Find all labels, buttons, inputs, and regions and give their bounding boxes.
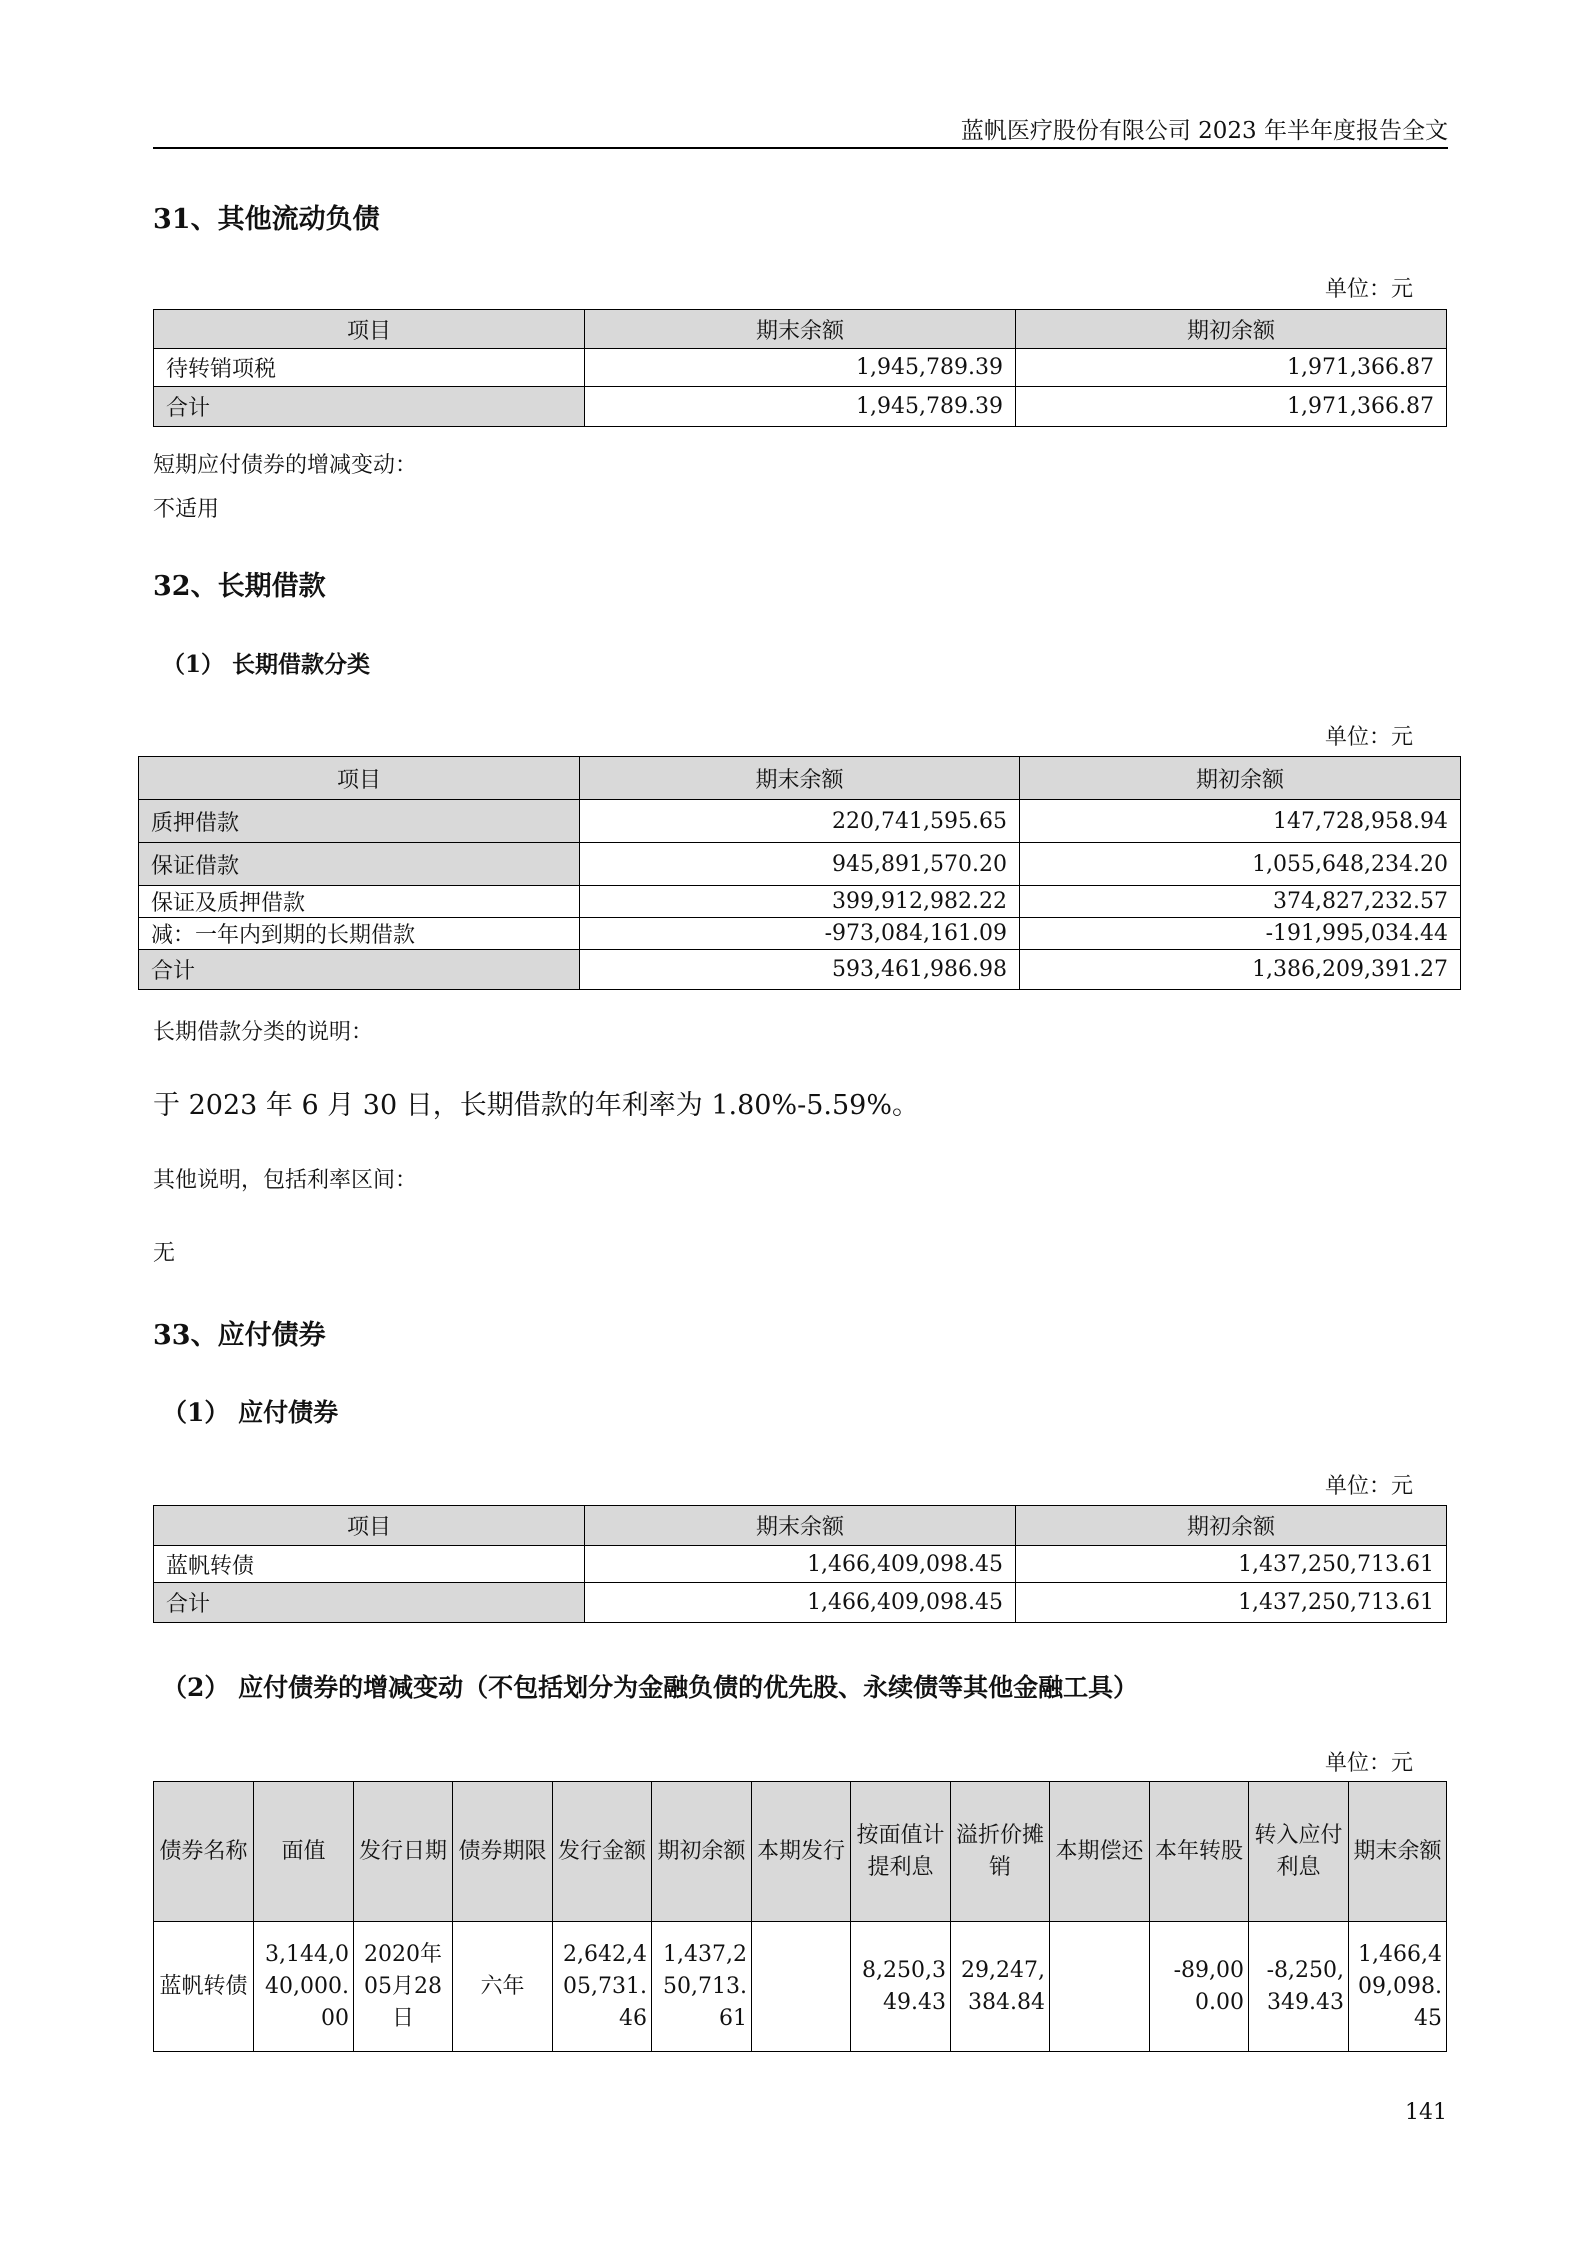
table-row: 减：一年内到期的长期借款 -973,084,161.09 -191,995,034.44: [139, 918, 1461, 950]
unit-label: 单位：元: [1325, 1751, 1414, 1776]
section-31-title: 31、其他流动负债: [153, 204, 380, 235]
column-header: 期末余额: [585, 1506, 1016, 1546]
loan-classification-desc-label: 长期借款分类的说明：: [153, 1020, 374, 1045]
section-33-subtitle-2: （2） 应付债券的增减变动（不包括划分为金融负债的优先股、永续债等其他金融工具）: [162, 1673, 1139, 1702]
unit-label: 单位：元: [1325, 277, 1414, 302]
column-header: 转入应付利息: [1249, 1782, 1349, 1922]
column-header: 发行金额: [553, 1782, 652, 1922]
table-row: 蓝帆转债 3,144,040,000.00 2020年05月28日 六年 2,642,405,731.46 1,437,250,713.61 8,250,349.43 29,247,384.84 -89,000.00 -8,250,349.43 1,466,409,098.45: [154, 1922, 1447, 2052]
column-header: 项目: [154, 1506, 585, 1546]
page-header: 蓝帆医疗股份有限公司 2023 年半年度报告全文: [960, 118, 1448, 144]
column-header: 期初余额: [652, 1782, 752, 1922]
loan-interest-rate-text: 于 2023 年 6 月 30 日，长期借款的年利率为 1.80%-5.59%。: [153, 1090, 919, 1121]
section-33-subtitle-1: （1） 应付债券: [162, 1398, 339, 1427]
column-header: 期初余额: [1016, 310, 1447, 349]
section-32-title: 32、长期借款: [153, 571, 326, 602]
column-header: 债券期限: [453, 1782, 553, 1922]
other-notes-label: 其他说明，包括利率区间：: [153, 1168, 418, 1193]
column-header: 本期发行: [752, 1782, 851, 1922]
column-header: 本期偿还: [1050, 1782, 1150, 1922]
table-row: 合计 593,461,986.98 1,386,209,391.27: [139, 950, 1461, 990]
long-term-loans-table: [138, 756, 1461, 990]
section-33-title: 33、应付债券: [153, 1320, 326, 1351]
header-divider: [153, 147, 1448, 149]
short-term-bonds-label: 短期应付债券的增减变动：: [153, 453, 418, 478]
column-header: 期初余额: [1020, 757, 1461, 800]
column-header: 期末余额: [580, 757, 1020, 800]
column-header: 项目: [154, 310, 585, 349]
short-term-bonds-value: 不适用: [153, 497, 220, 522]
unit-label: 单位：元: [1325, 725, 1414, 750]
column-header: 项目: [139, 757, 580, 800]
column-header: 期末余额: [585, 310, 1016, 349]
column-header: 本年转股: [1150, 1782, 1249, 1922]
table-row: 保证借款 945,891,570.20 1,055,648,234.20: [139, 843, 1461, 886]
table-row: 质押借款 220,741,595.65 147,728,958.94: [139, 800, 1461, 843]
column-header: 期初余额: [1016, 1506, 1447, 1546]
table-row: 蓝帆转债 1,466,409,098.45 1,437,250,713.61: [154, 1546, 1447, 1583]
column-header: 按面值计提利息: [851, 1782, 951, 1922]
table-row: 合计 1,945,789.39 1,971,366.87: [154, 387, 1447, 427]
column-header: 债券名称: [154, 1782, 254, 1922]
bonds-payable-table: [153, 1505, 1447, 1623]
unit-label: 单位：元: [1325, 1474, 1414, 1499]
other-notes-value: 无: [153, 1241, 176, 1266]
bonds-change-table: [153, 1781, 1447, 2052]
table-row: 保证及质押借款 399,912,982.22 374,827,232.57: [139, 886, 1461, 918]
table-row: 待转销项税 1,945,789.39 1,971,366.87: [154, 349, 1447, 387]
page-number: 141: [1405, 2100, 1447, 2125]
column-header: 溢折价摊销: [951, 1782, 1050, 1922]
section-32-subtitle: （1） 长期借款分类: [162, 651, 371, 678]
other-current-liabilities-table: [153, 309, 1447, 427]
column-header: 发行日期: [354, 1782, 453, 1922]
column-header: 期末余额: [1349, 1782, 1447, 1922]
table-row: 合计 1,466,409,098.45 1,437,250,713.61: [154, 1583, 1447, 1623]
column-header: 面值: [254, 1782, 354, 1922]
